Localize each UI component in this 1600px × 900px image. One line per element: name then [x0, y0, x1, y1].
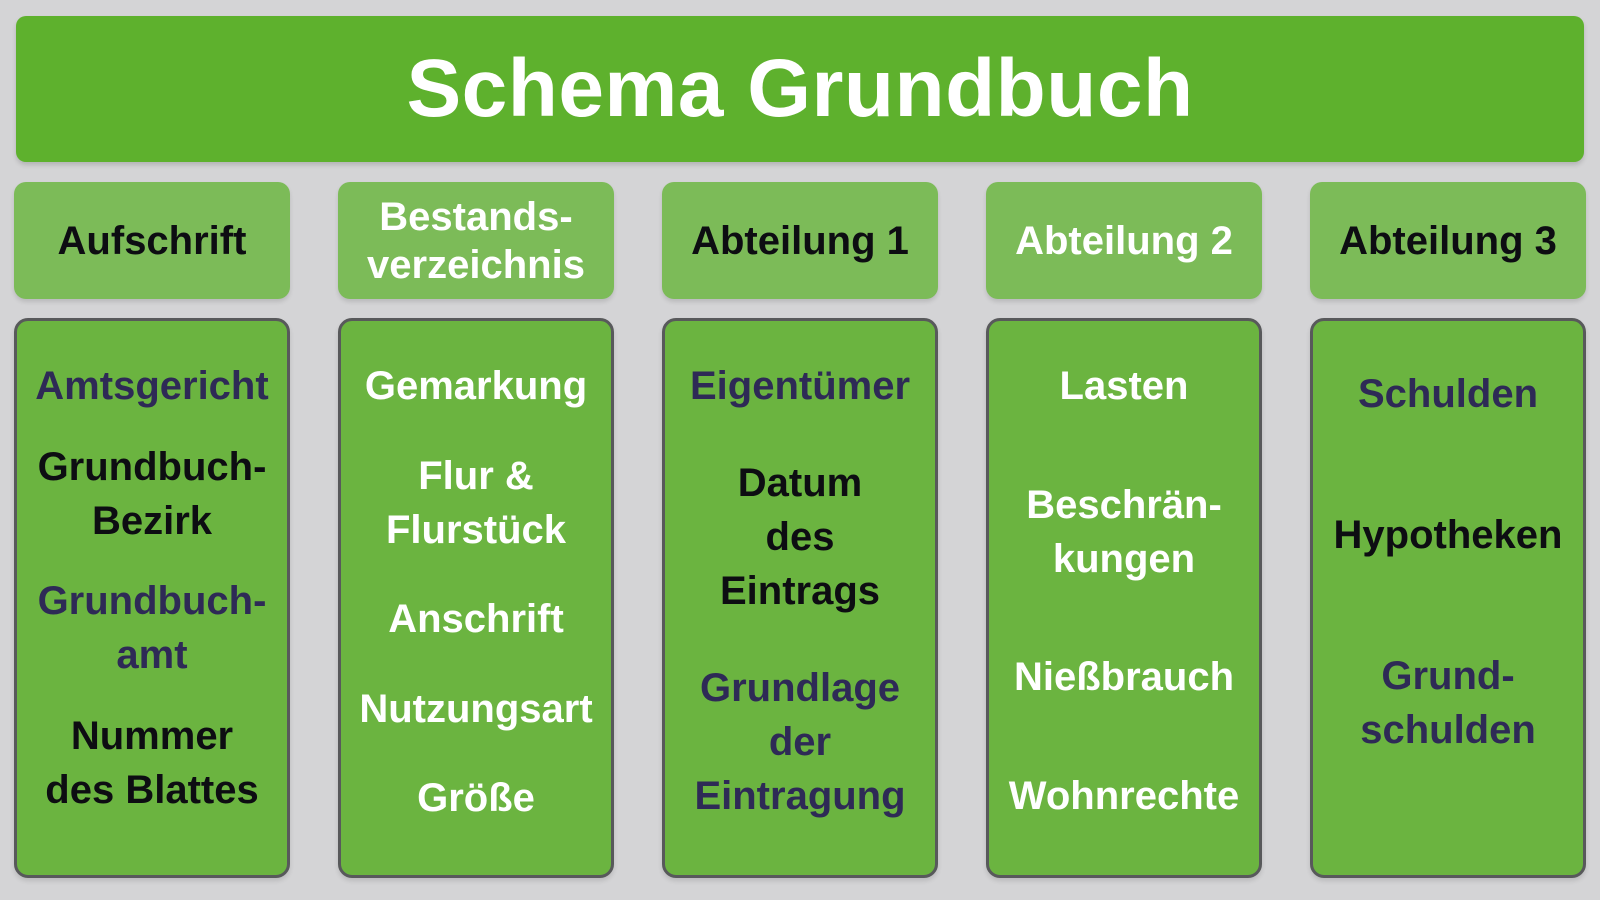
column-body-bestands-verzeichnis [338, 318, 614, 878]
column-body-abteilung-1 [662, 318, 938, 878]
item-line: Grundlage [699, 666, 901, 710]
column-aufschrift [14, 182, 290, 878]
column-abteilung-3 [1310, 182, 1586, 878]
columns-grid [14, 182, 1586, 878]
column-header-aufschrift [14, 182, 290, 299]
item-line: Flurstück [385, 507, 567, 552]
column-header-line: Bestands- [379, 194, 573, 239]
item-line: der [768, 720, 832, 764]
column-body-abteilung-3 [1310, 318, 1586, 878]
item-lasten [1060, 359, 1189, 413]
item-line: Gemarkung [364, 364, 588, 408]
item-grundlage-der-eintragung [694, 661, 905, 823]
item-nie-brauch [1014, 650, 1234, 704]
item-gr-e [417, 771, 535, 825]
column-body-abteilung-2 [986, 318, 1262, 878]
item-line: Anschrift [388, 597, 564, 641]
column-header-bestands-verzeichnis [338, 182, 614, 299]
item-line: kungen [1052, 536, 1196, 581]
item-amtsgericht [35, 359, 268, 413]
item-grundbuch-amt [38, 574, 267, 682]
item-line: Nutzungsart [359, 686, 593, 731]
item-line: Beschrän- [1026, 482, 1222, 527]
item-beschr-n-kungen [1026, 478, 1222, 586]
item-grund-schulden [1360, 649, 1536, 757]
item-line: Grund- [1381, 654, 1515, 698]
item-line: Eigentümer [689, 364, 911, 408]
column-header-label [1339, 217, 1557, 265]
column-header-abteilung-2 [986, 182, 1262, 299]
item-gemarkung [365, 359, 587, 413]
column-header-abteilung-1 [662, 182, 938, 299]
column-abteilung-2 [986, 182, 1262, 878]
item-line: Amtsgericht [35, 364, 269, 408]
column-header-label [58, 217, 247, 265]
item-line: Eintrags [719, 569, 881, 613]
item-line: Bezirk [91, 498, 213, 543]
item-line: Nummer [70, 713, 234, 758]
item-line: Wohnrechte [1008, 773, 1240, 818]
item-datum-des-eintrags [720, 456, 880, 618]
column-header-abteilung-3 [1310, 182, 1586, 299]
item-line: Eintragung [694, 774, 906, 818]
column-header-label [367, 193, 585, 289]
item-line: Lasten [1059, 364, 1189, 408]
item-line: Größe [417, 776, 535, 820]
column-header-line: Abteilung 1 [691, 218, 909, 263]
column-header-line: Aufschrift [57, 218, 247, 263]
column-abteilung-1 [662, 182, 938, 878]
item-line: Hypotheken [1333, 513, 1563, 557]
column-header-line: Abteilung 2 [1015, 218, 1233, 263]
column-bestands-verzeichnis [338, 182, 614, 878]
item-anschrift [388, 592, 564, 646]
item-line: Grundbuch- [37, 444, 267, 489]
item-eigent-mer [690, 359, 910, 413]
item-line: des [765, 515, 835, 559]
item-grundbuch-bezirk [38, 440, 267, 548]
item-line: Grundbuch- [37, 579, 267, 624]
item-schulden [1358, 367, 1538, 421]
item-line: Nießbrauch [1013, 655, 1235, 700]
item-flur-flurst-ck [386, 449, 566, 557]
column-header-label [1015, 217, 1233, 265]
item-hypotheken [1334, 508, 1563, 562]
item-line: schulden [1360, 708, 1536, 752]
item-line: Flur & [418, 453, 534, 498]
item-line: Datum [737, 461, 863, 505]
item-nutzungsart [359, 682, 592, 736]
column-header-label [691, 217, 909, 265]
column-body-aufschrift [14, 318, 290, 878]
item-line: Schulden [1357, 372, 1539, 416]
title-banner [16, 16, 1584, 162]
column-header-line: Abteilung 3 [1339, 218, 1557, 263]
item-wohnrechte [1009, 769, 1239, 823]
page-title: Schema Grundbuch [406, 43, 1194, 134]
item-line: amt [116, 633, 188, 678]
column-header-line: verzeichnis [367, 242, 585, 287]
item-line: des Blattes [45, 767, 259, 812]
item-nummer-des-blattes [45, 709, 258, 817]
